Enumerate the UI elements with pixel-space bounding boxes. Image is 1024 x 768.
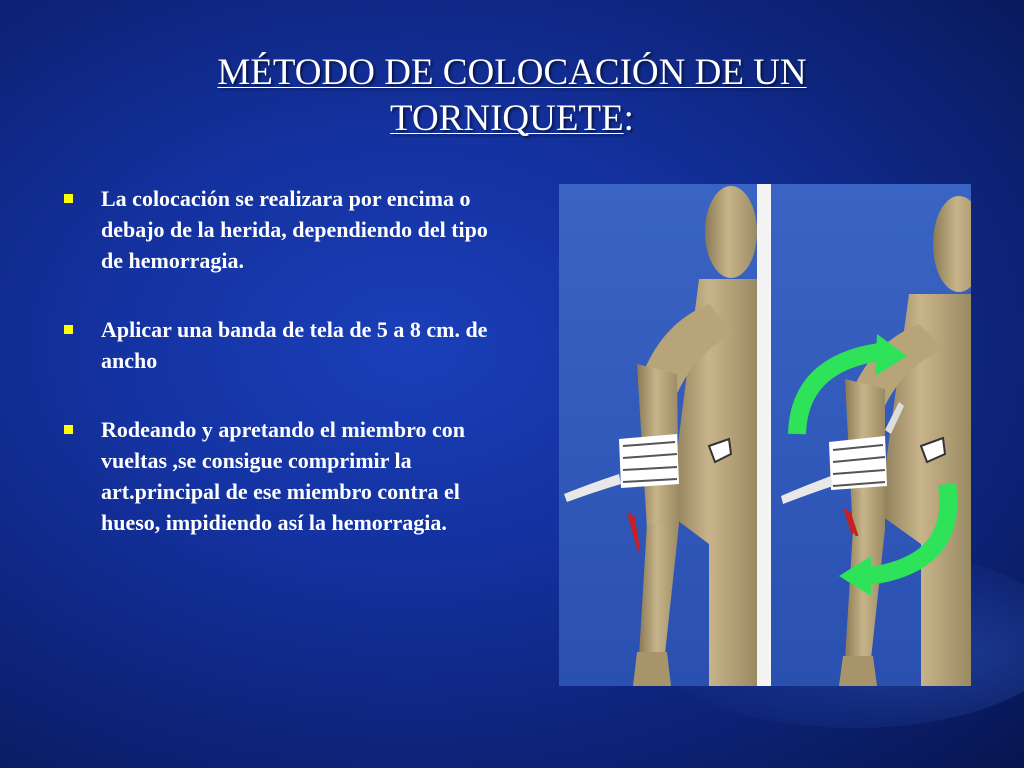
bullet-item	[62, 314, 502, 376]
bullet-item	[62, 414, 502, 538]
bullet-list	[62, 183, 502, 576]
title-line-2: TORNIQUETE	[390, 98, 624, 139]
bullet-text: Aplicar una banda de tela de 5 a 8 cm. de ancho	[101, 317, 488, 373]
bullet-square-icon	[64, 425, 73, 434]
tourniquet-illustration	[559, 184, 971, 686]
bullet-square-icon	[64, 325, 73, 334]
illustration-panel-left	[559, 184, 757, 686]
bullet-square-icon	[64, 194, 73, 203]
slide-title	[120, 50, 904, 142]
bullet-item	[62, 183, 502, 276]
illustration-panel-right	[771, 184, 971, 686]
tourniquet-illustration-svg	[559, 184, 971, 686]
bullet-text: Rodeando y apretando el miembro con vueltas ,se consigue comprimir la art.principal de ese miembro contra el hueso, impidiendo así la hemorragia.	[101, 417, 466, 535]
bullet-text: La colocación se realizara por encima o debajo de la herida, dependiendo del tipo de hemorragia.	[101, 186, 488, 273]
title-line-1: MÉTODO DE COLOCACIÓN DE UN	[217, 52, 807, 93]
panel-divider	[757, 184, 771, 686]
title-colon: :	[623, 98, 634, 139]
